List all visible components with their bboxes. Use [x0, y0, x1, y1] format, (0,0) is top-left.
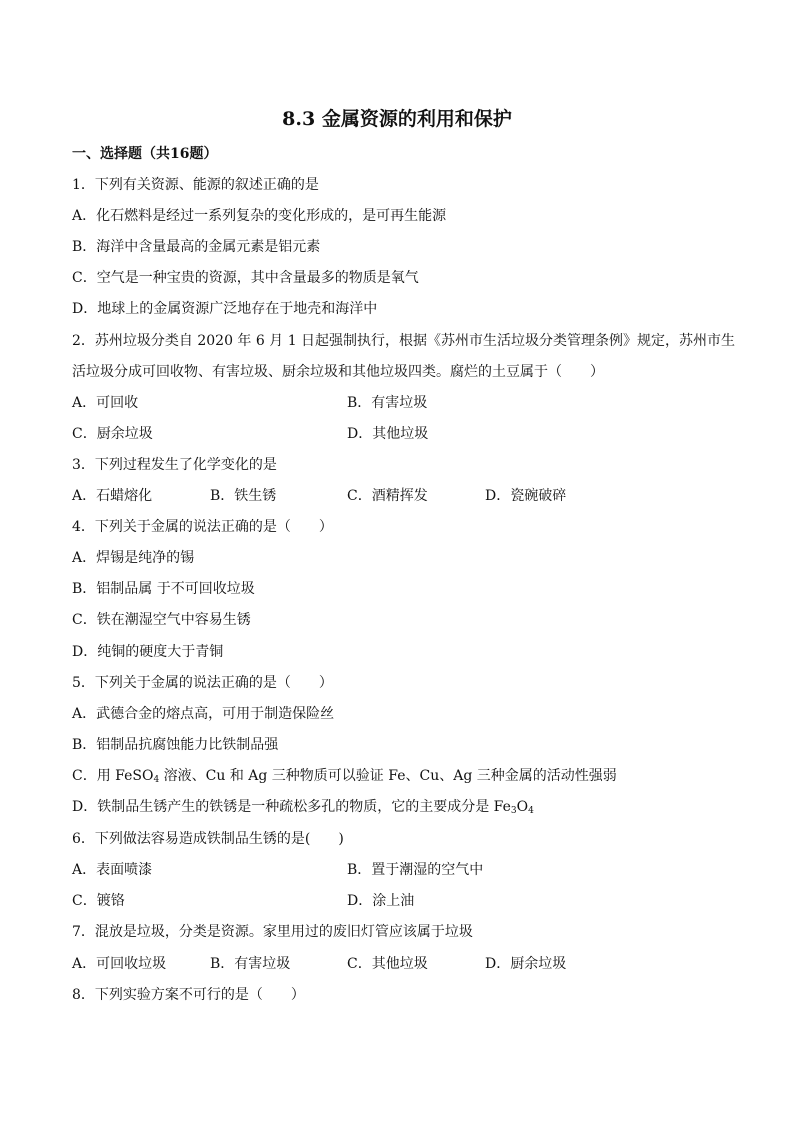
q1-option-b: B．海洋中含量最高的金属元素是铝元素	[72, 239, 321, 255]
q1-option-a: A．化石燃料是经过一系列复杂的变化形成的，是可再生能源	[72, 208, 447, 224]
q6-option-c: C．镀铬	[72, 893, 125, 909]
q2-option-b: B．有害垃圾	[347, 395, 428, 411]
q5-option-a: A．武德合金的熔点高，可用于制造保险丝	[72, 706, 335, 722]
page-title: 8.3 金属资源的利用和保护	[282, 108, 512, 130]
q6-option-d: D．涂上油	[347, 893, 415, 909]
q3-stem: 3．下列过程发生了化学变化的是	[72, 457, 277, 473]
q7-option-c: C．其他垃圾	[347, 956, 428, 972]
q6-stem: 6．下列做法容易造成铁制品生锈的是( )	[72, 831, 344, 847]
q4-stem: 4．下列关于金属的说法正确的是（ ）	[72, 519, 333, 535]
q5-option-b: B．铝制品抗腐蚀能力比铁制品强	[72, 737, 279, 753]
q5-option-d-text-start: D．铁制品生锈产生的铁锈是一种疏松多孔的物质，它的主要成分是 Fe	[72, 799, 511, 815]
q7-option-a: A．可回收垃圾	[72, 956, 167, 972]
q5-stem: 5．下列关于金属的说法正确的是（ ）	[72, 675, 333, 691]
q1-option-c: C．空气是一种宝贵的资源，其中含量最多的物质是氧气	[72, 270, 419, 286]
q1-option-d: D．地球上的金属资源广泛地存在于地壳和海洋中	[72, 301, 378, 317]
q4-option-c: C．铁在潮湿空气中容易生锈	[72, 612, 251, 628]
q5-option-c-text-start: C．用 FeSO	[72, 768, 154, 784]
q5-option-d-text-mid: O	[516, 799, 529, 815]
q5-option-d-subscript-2: 4	[528, 806, 534, 816]
q2-option-c: C．厨余垃圾	[72, 426, 153, 442]
q6-option-b: B．置于潮湿的空气中	[347, 862, 484, 878]
q3-option-c: C．酒精挥发	[347, 488, 428, 504]
q4-option-d: D．纯铜的硬度大于青铜	[72, 644, 224, 660]
q4-option-a: A．焊锡是纯净的锡	[72, 550, 195, 566]
q3-option-d: D．瓷碗破碎	[485, 488, 567, 504]
q5-option-c-subscript: 4	[153, 775, 160, 785]
q7-stem: 7．混放是垃圾，分类是资源。家里用过的废旧灯管应该属于垃圾	[72, 924, 473, 940]
q3-option-b: B．铁生锈	[210, 488, 277, 504]
q2-option-d: D．其他垃圾	[347, 426, 429, 442]
q1-stem: 1．下列有关资源、能源的叙述正确的是	[72, 177, 319, 193]
section-heading: 一、选择题（共16题）	[72, 146, 218, 162]
q8-stem: 8．下列实验方案不可行的是（ ）	[72, 987, 305, 1003]
q5-option-d-subscript-1: 3	[510, 806, 517, 816]
q3-option-a: A．石蜡熔化	[72, 488, 153, 504]
q5-option-c-text-end: 溶液、Cu 和 Ag 三种物质可以验证 Fe、Cu、Ag 三种金属的活动性强弱	[159, 768, 617, 784]
q2-stem-line2: 活垃圾分成可回收物、有害垃圾、厨余垃圾和其他垃圾四类。腐烂的土豆属于（ ）	[72, 364, 604, 380]
q5-option-d	[72, 795, 534, 819]
q7-option-b: B．有害垃圾	[210, 956, 291, 972]
q7-option-d: D．厨余垃圾	[485, 956, 567, 972]
q2-stem-line1: 2．苏州垃圾分类自 2020 年 6 月 1 日起强制执行，根据《苏州市生活垃圾分类管理条例》规定，苏州市生	[72, 333, 736, 349]
q2-option-a: A．可回收	[72, 395, 139, 411]
q5-option-c	[72, 764, 617, 788]
q4-option-b: B．铝制品属 于不可回收垃圾	[72, 581, 255, 597]
q6-option-a: A．表面喷漆	[72, 862, 153, 878]
